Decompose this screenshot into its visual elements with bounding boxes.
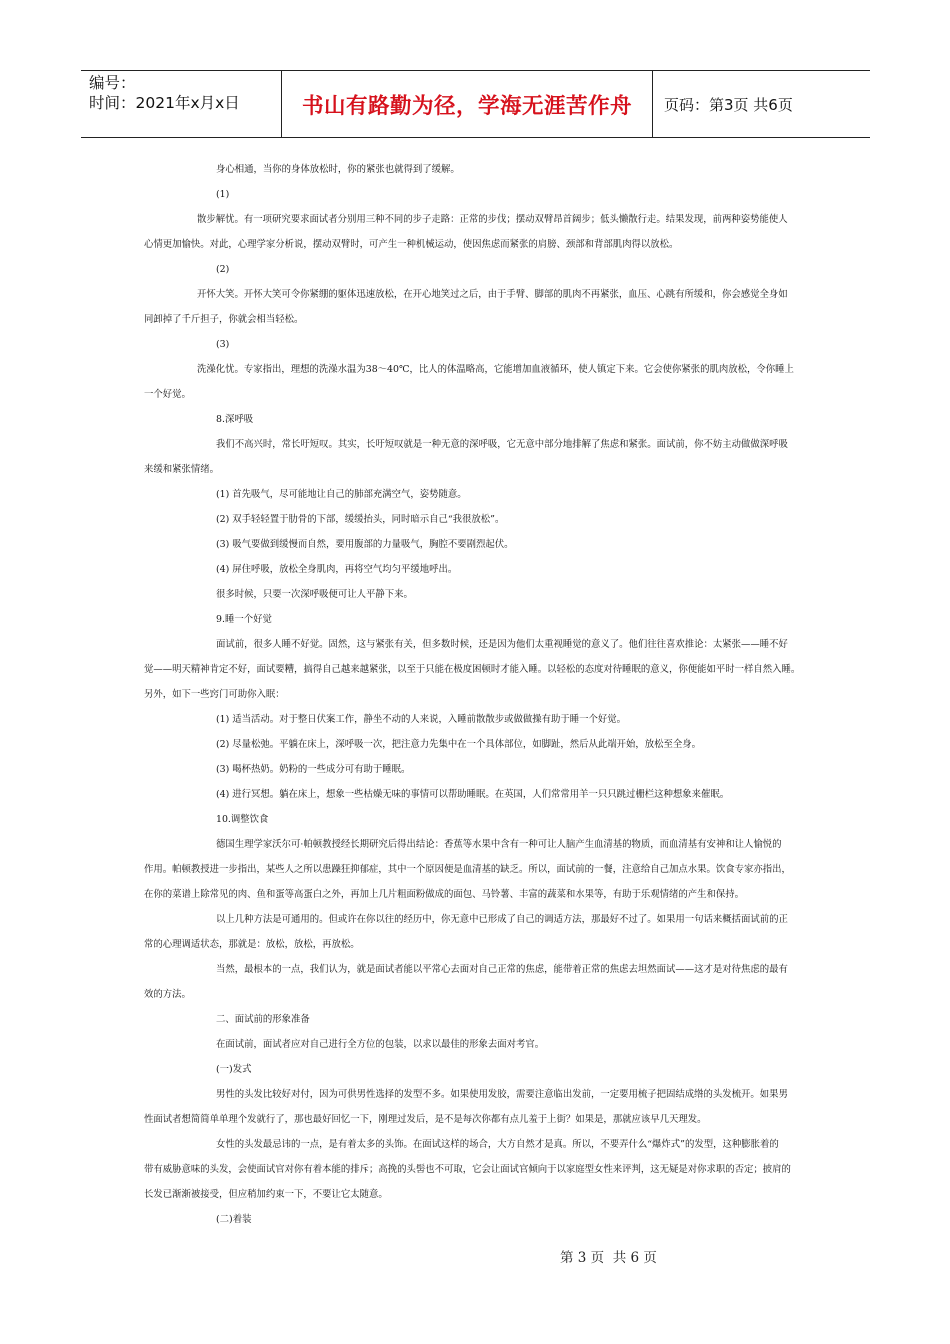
paragraph-line: 德国生理学家沃尔可·帕顿教授经长期研究后得出结论：香蕉等水果中含有一种可让人脑产生血清基的物质，而血清基有安神和让人愉悦的: [216, 839, 782, 850]
subsection-heading: (一)发式: [216, 1064, 252, 1075]
paragraph-line: 同卸掉了千斤担子，你就会相当轻松。: [144, 314, 304, 325]
document-number-label: 编号：: [89, 74, 136, 92]
paragraph-line: 洗澡化忧。专家指出，理想的洗澡水温为38～40℃，比人的体温略高，它能增加血液循环，使人镇定下来。它会使你紧张的肌肉放松，令你睡上: [197, 364, 794, 375]
paragraph-line: 开怀大笑。开怀大笑可令你紧绷的躯体迅速放松，在开心地笑过之后，由于手臂、脚部的肌肉不再紧张，血压、心跳有所缓和，你会感觉全身如: [197, 289, 788, 300]
list-item: (4) 屏住呼吸，放松全身肌肉，再将空气均匀平缓地呼出。: [216, 564, 458, 575]
paragraph-line: 男性的头发比较好对付，因为可供男性选择的发型不多。如果使用发胶，需要注意临出发前，一定要用梳子把固结成绺的头发梳开。如果男: [216, 1089, 788, 1100]
paragraph-line: 在你的菜谱上除常见的肉、鱼和蛋等高蛋白之外，再加上几片粗面粉做成的面包、马铃薯、丰富的蔬菜和水果等，有助于乐观情绪的产生和保持。: [144, 889, 745, 900]
section-heading: 9.睡一个好觉: [216, 614, 272, 625]
page-footer: 第 3 页 共 6 页: [560, 1250, 657, 1266]
section-heading: 二、面试前的形象准备: [216, 1014, 310, 1025]
paragraph-line: 心情更加愉快。对此，心理学家分析说，摆动双臂时，可产生一种机械运动，使因焦虑而紧张的肩膀、颈部和背部肌肉得以放松。: [144, 239, 679, 250]
list-marker: (2): [216, 264, 230, 275]
list-item: (2) 双手轻轻置于肋骨的下部，缓缓抬头，同时暗示自己“我很放松”。: [216, 514, 505, 525]
paragraph-line: 很多时候，只要一次深呼吸便可让人平静下来。: [216, 589, 413, 600]
paragraph-line: 效的方法。: [144, 989, 191, 1000]
page-header: [81, 70, 870, 138]
paragraph-line: 以上几种方法是可通用的。但或许在你以往的经历中，你无意中已形成了自己的调适方法，那最好不过了。如果用一句话来概括面试前的正: [216, 914, 788, 925]
paragraph-line: 作用。帕顿教授进一步指出，某些人之所以患躁狂抑郁症，其中一个原因便是血清基的缺乏。所以，面试前的一餐，注意给自己加点水果。饮食专家亦指出，: [144, 864, 791, 875]
list-marker: (1): [216, 189, 230, 200]
list-marker: (3): [216, 339, 230, 350]
paragraph-line: 另外，如下一些窍门可助你入眠：: [144, 689, 285, 700]
list-item: (2) 尽量松弛。平躺在床上，深呼吸一次，把注意力先集中在一个具体部位，如脚趾，然后从此端开始，放松至全身。: [216, 739, 702, 750]
paragraph-line: 身心相通，当你的身体放松时，你的紧张也就得到了缓解。: [216, 164, 460, 175]
paragraph-line: 我们不高兴时，常长吁短叹。其实，长吁短叹就是一种无意的深呼吸，它无意中部分地排解了焦虑和紧张。面试前，你不妨主动做做深呼吸: [216, 439, 788, 450]
header-page-number: 页码：第3页 共6页: [664, 95, 793, 114]
paragraph-line: 来缓和紧张情绪。: [144, 464, 220, 475]
list-item: (1) 首先吸气，尽可能地让自己的肺部充满空气，姿势随意。: [216, 489, 467, 500]
paragraph-line: 女性的头发最忌讳的一点，是有着太多的头饰。在面试这样的场合，大方自然才是真。所以，不要弄什么“爆炸式”的发型，这种膨胀着的: [216, 1139, 779, 1150]
paragraph-line: 常的心理调适状态，那就是：放松，放松，再放松。: [144, 939, 360, 950]
paragraph-line: 长发已渐渐被接受，但应稍加约束一下，不要让它太随意。: [144, 1189, 388, 1200]
paragraph-line: 性面试者想简简单单理个发就行了，那也最好回忆一下，刚理过发后，是不是每次你都有点儿羞于上街？如果是，那就应该早几天理发。: [144, 1114, 707, 1125]
paragraph-line: 带有威胁意味的头发，会使面试官对你有着本能的排斥；高挽的头髻也不可取，它会让面试官倾向于以家庭型女性来评判，这无疑是对你求职的否定；披肩的: [144, 1164, 791, 1175]
paragraph-line: 当然，最根本的一点，我们认为，就是面试者能以平常心去面对自己正常的焦虑，能带着正常的焦虑去坦然面试——这才是对待焦虑的最有: [216, 964, 788, 975]
list-item: (1) 适当活动。对于整日伏案工作，静坐不动的人来说，入睡前散散步或做做操有助于睡一个好觉。: [216, 714, 627, 725]
header-motto: 书山有路勤为径，学海无涯苦作舟: [282, 71, 653, 137]
paragraph-line: 觉——明天精神肯定不好，面试要糟，搞得自己越来越紧张，以至于只能在极度困顿时才能入睡。以轻松的态度对待睡眠的意义，你便能如平时一样自然入睡。: [144, 664, 801, 675]
list-item: (3) 喝杯热奶。奶粉的一些成分可有助于睡眠。: [216, 764, 411, 775]
list-item: (3) 吸气要做到缓慢而自然，要用腹部的力量吸气，胸腔不要剧烈起伏。: [216, 539, 514, 550]
paragraph-line: 在面试前，面试者应对自己进行全方位的包装，以求以最佳的形象去面对考官。: [216, 1039, 545, 1050]
section-heading: 8.深呼吸: [216, 414, 254, 425]
list-item: (4) 进行冥想。躺在床上，想象一些枯燥无味的事情可以帮助睡眠。在英国，人们常常用羊一只只跳过栅栏这种想象来催眠。: [216, 789, 730, 800]
paragraph-line: 面试前，很多人睡不好觉。固然，这与紧张有关，但多数时候，还是因为他们太重视睡觉的意义了。他们往往喜欢推论：太紧张——睡不好: [216, 639, 788, 650]
header-meta: [81, 71, 282, 137]
document-date-label: 时间：2021年x月x日: [89, 94, 240, 112]
section-heading: 10.调整饮食: [216, 814, 269, 825]
subsection-heading: (二)着装: [216, 1214, 252, 1225]
paragraph-line: 一个好觉。: [144, 389, 191, 400]
paragraph-line: 散步解忧。有一项研究要求面试者分别用三种不同的步子走路：正常的步伐；摆动双臂昂首阔步；低头懒散行走。结果发现，前两种姿势能使人: [197, 214, 788, 225]
